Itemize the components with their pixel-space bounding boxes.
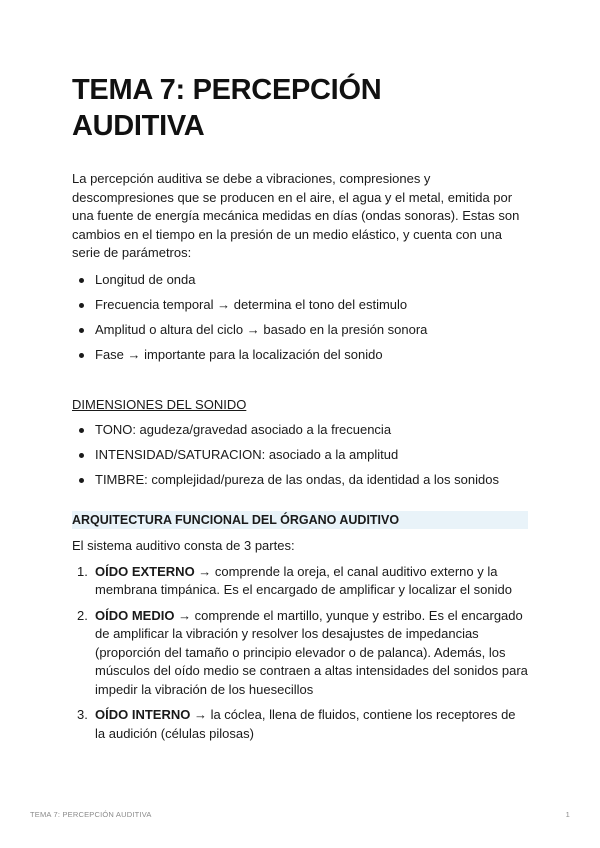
intro-paragraph: La percepción auditiva se debe a vibraciones, compresiones y descompresiones que se producen en el aire, el agua y el metal, emitida por una fuente de energía mecánica medidas en días (ondas sonoras). Estas son cambios en el tiempo en la presión de un medio elástico, y cuenta con una serie de parámetros:	[72, 171, 520, 260]
title-line-2: AUDITIVA	[72, 110, 205, 142]
item-number: 1.	[77, 563, 88, 579]
item-number: 2.	[77, 607, 88, 623]
part-text: → comprende el martillo, yunque y estribo. Es el encargado de amplificar la vibración y resolver los desajustes de impedancias (proporción del tamaño o principio elevador o de palanca). Además, los músculos del oído medio se contraen a altas intensidades del sonidos para impedir la vibración de los huesecillos	[95, 607, 528, 697]
part-name: OÍDO EXTERNO	[95, 563, 195, 579]
architecture-heading: ARQUITECTURA FUNCIONAL DEL ÓRGANO AUDITIVO	[72, 511, 528, 529]
dimensions-list	[72, 421, 528, 489]
part-name: OÍDO INTERNO	[95, 707, 191, 722]
list-item: INTENSIDAD/SATURACION: asociado a la amplitud	[72, 446, 528, 464]
part-text: → la cóclea, llena de fluidos, contiene los receptores de la audición (células pilosas)	[95, 707, 516, 741]
list-item	[72, 706, 528, 743]
footer-title: TEMA 7: PERCEPCIÓN AUDITIVA	[30, 810, 152, 819]
list-item: Fase → importante para la localización del sonido	[72, 346, 528, 364]
list-item	[72, 607, 528, 700]
part-text: → comprende la oreja, el canal auditivo externo y la membrana timpánica. Es el encargado de amplificar y localizar el sonido	[95, 563, 512, 597]
page-title	[72, 72, 528, 144]
page-number: 1	[565, 810, 570, 819]
list-item: Amplitud o altura del ciclo → basado en la presión sonora	[72, 321, 528, 339]
part-name: OÍDO MEDIO	[95, 607, 175, 623]
dimensions-heading: DIMENSIONES DEL SONIDO	[72, 396, 247, 412]
parameters-list	[72, 271, 528, 364]
list-item	[72, 563, 528, 600]
parts-list	[72, 563, 528, 744]
document-page	[72, 72, 528, 750]
list-item: Longitud de onda	[72, 271, 528, 289]
list-item: TIMBRE: complejidad/pureza de las ondas, da identidad a los sonidos	[72, 471, 528, 489]
title-line-1: TEMA 7: PERCEPCIÓN	[72, 74, 382, 106]
page-footer	[30, 810, 570, 819]
architecture-lead: El sistema auditivo consta de 3 partes:	[72, 537, 295, 553]
list-item: Frecuencia temporal → determina el tono del estimulo	[72, 296, 528, 314]
item-number: 3.	[77, 707, 88, 722]
list-item: TONO: agudeza/gravedad asociado a la frecuencia	[72, 421, 528, 439]
